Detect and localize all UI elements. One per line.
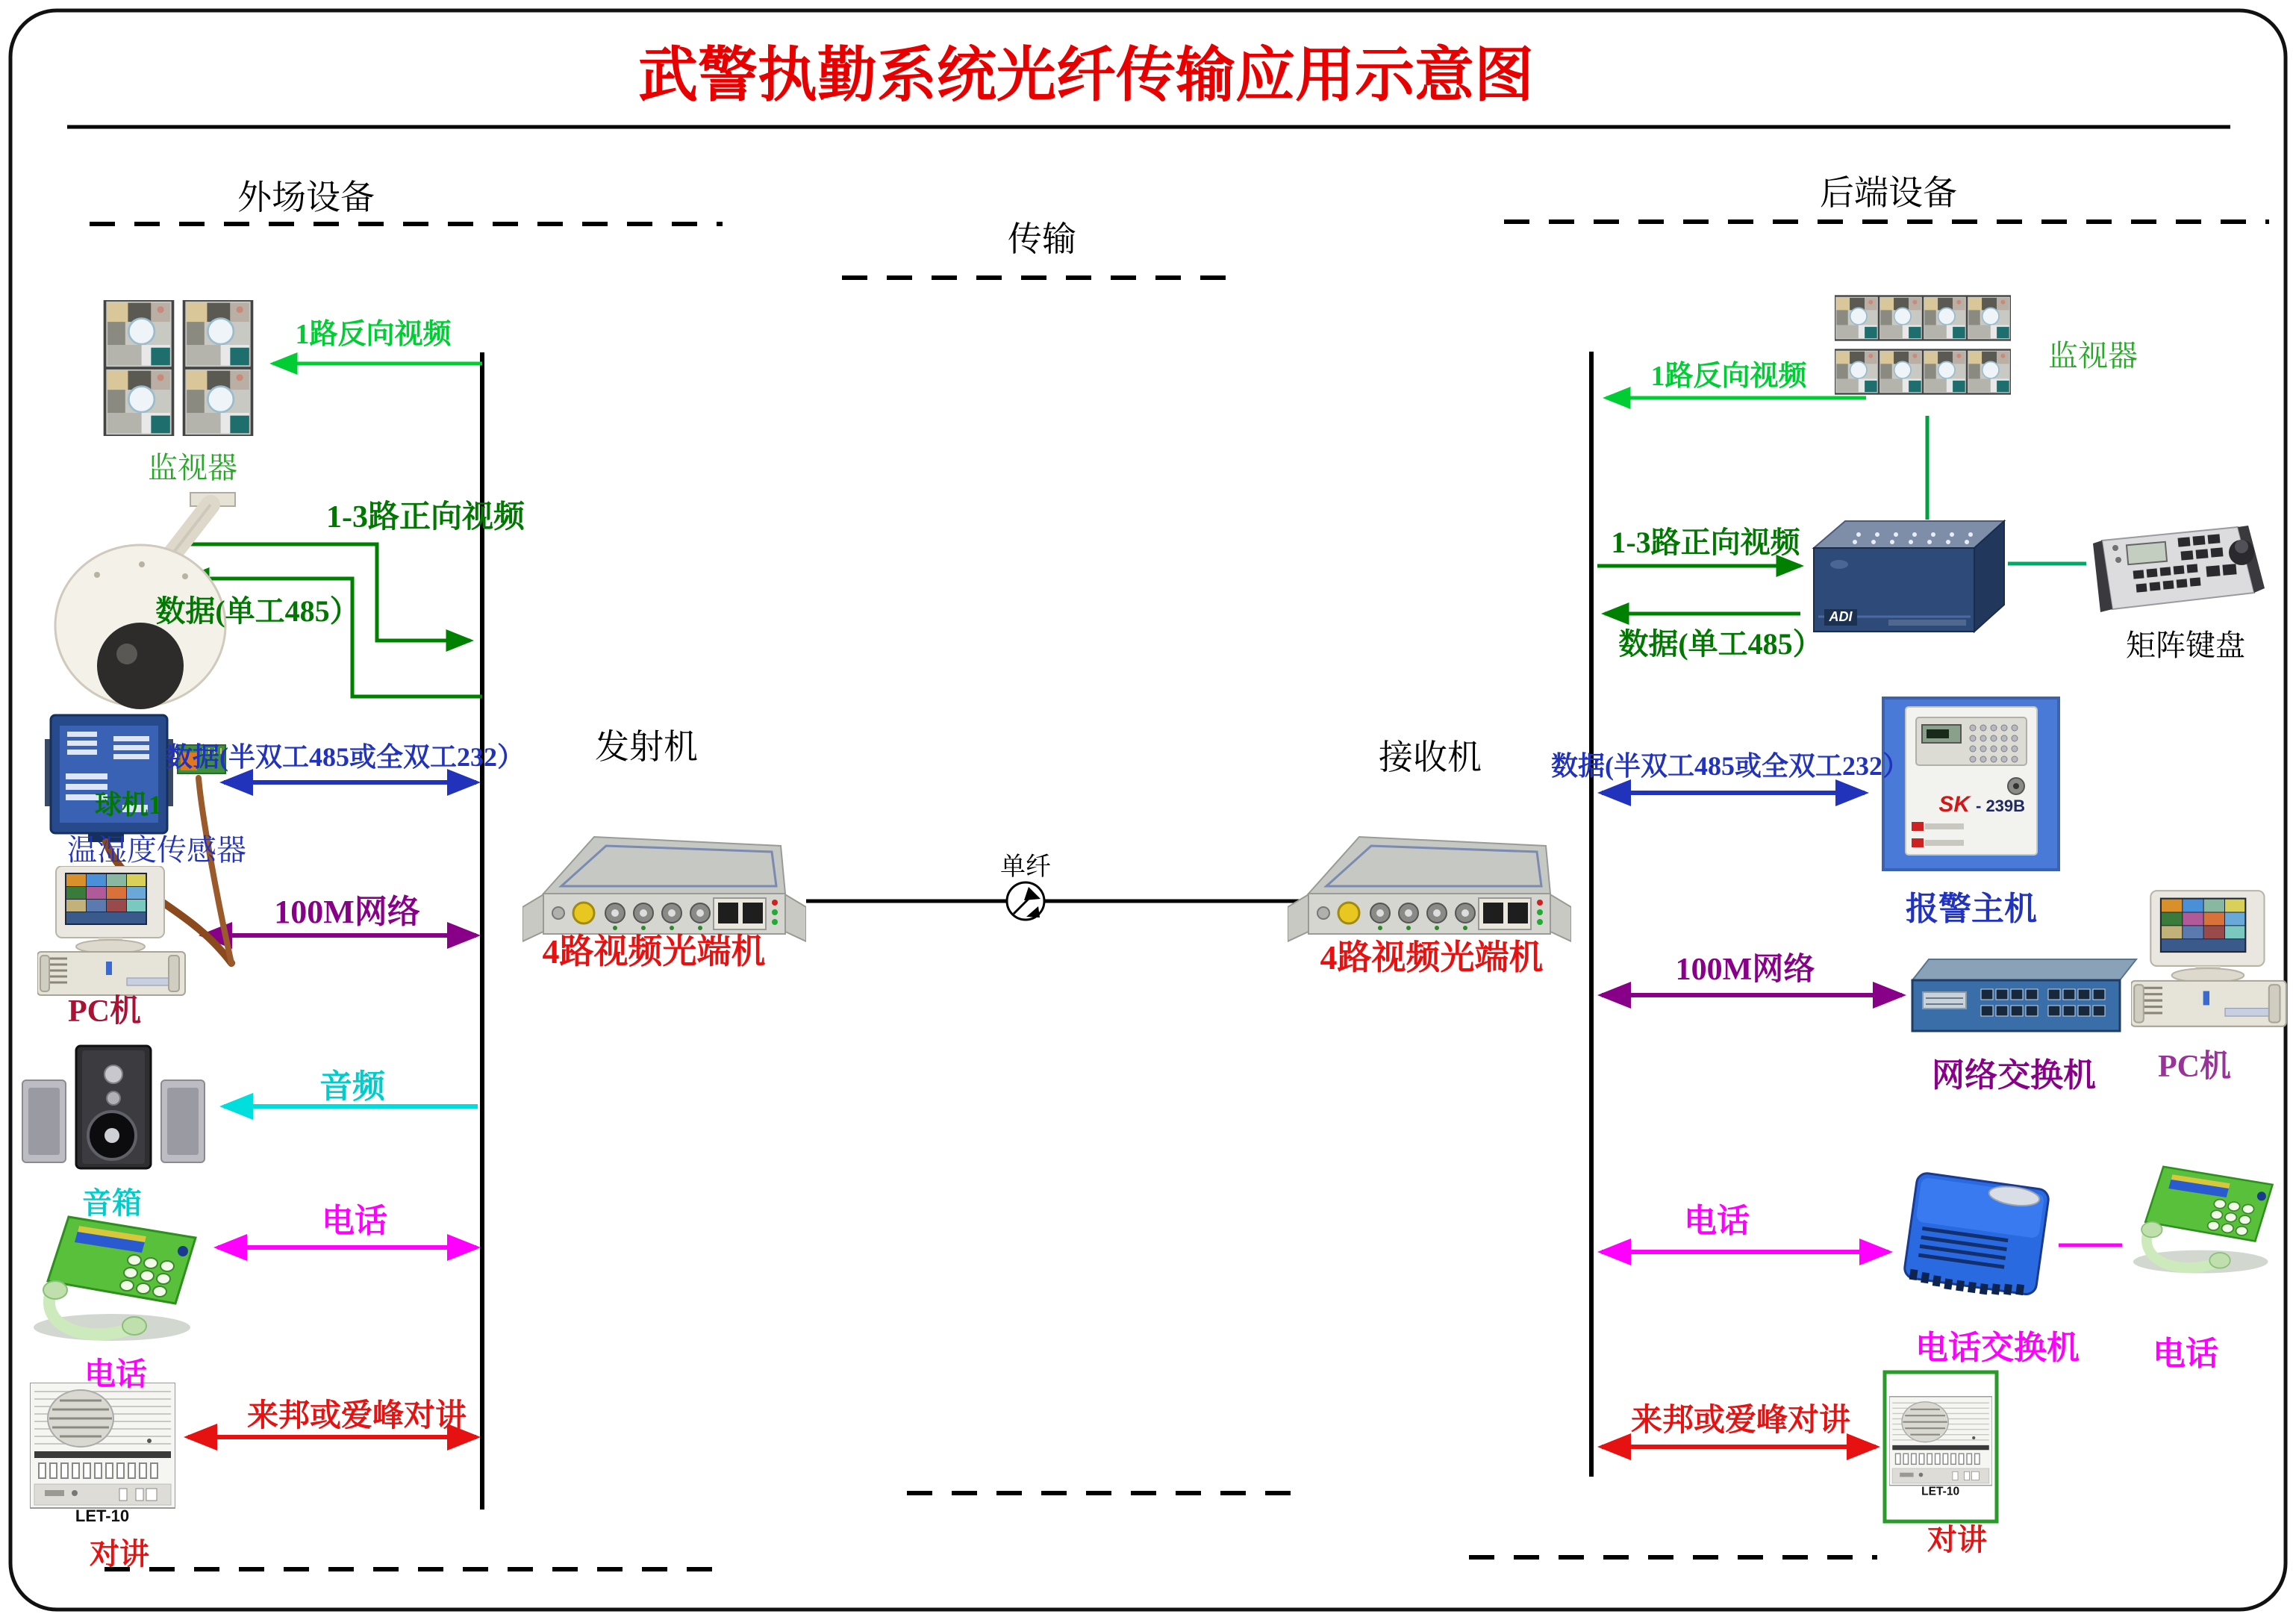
right-reverse-video-label: 1路反向视频 bbox=[1650, 361, 1807, 392]
right-data485-label: 数据(单工485） bbox=[1618, 627, 1823, 661]
single-fiber-coupler-icon bbox=[1007, 882, 1044, 920]
matrix-host-image bbox=[1814, 521, 2004, 632]
right-intercom-link-label: 来邦或爱峰对讲 bbox=[1630, 1404, 1851, 1438]
section-field-devices: 外场设备 bbox=[237, 178, 375, 216]
left-reverse-video-label: 1路反向视频 bbox=[295, 319, 452, 350]
left-intercom-link-label: 来邦或爱峰对讲 bbox=[246, 1399, 467, 1433]
left-quad-monitor-image bbox=[105, 300, 252, 436]
transmitter-label: 发射机 bbox=[595, 728, 698, 766]
matrix-keyboard-image bbox=[2093, 526, 2265, 612]
section-transmission: 传输 bbox=[1008, 220, 1076, 258]
dome-camera-label: 球机1 bbox=[94, 790, 163, 820]
left-data485-label: 数据(单工485） bbox=[155, 594, 360, 628]
network-switch-image bbox=[1912, 959, 2136, 1031]
right-monitor-label: 监视器 bbox=[2048, 339, 2138, 373]
left-forward-video-label: 1-3路正向视频 bbox=[326, 500, 525, 535]
optical-tx-label: 4路视频光端机 bbox=[542, 932, 766, 971]
optical-rx-label: 4路视频光端机 bbox=[1320, 938, 1544, 976]
right-forward-video-label: 1-3路正向视频 bbox=[1611, 526, 1800, 559]
left-phone-link-label: 电话 bbox=[322, 1203, 387, 1239]
right-phone-label: 电话 bbox=[2153, 1336, 2218, 1372]
right-intercom-image bbox=[1885, 1372, 1997, 1521]
left-intercom-image bbox=[30, 1383, 175, 1525]
right-monitor-wall-image bbox=[1835, 296, 2011, 394]
right-phone-image bbox=[2133, 1167, 2273, 1274]
alarm-model-prefix: SK bbox=[1938, 792, 1970, 817]
right-pc-label: PC机 bbox=[2158, 1050, 2231, 1084]
transmitter-image bbox=[522, 837, 806, 941]
left-intercom-label: 对讲 bbox=[90, 1537, 149, 1571]
right-phone-link-label: 电话 bbox=[1684, 1203, 1750, 1239]
right-data-duplex-label: 数据(半双工485或全双工232） bbox=[1551, 751, 1909, 781]
alarm-host-label: 报警主机 bbox=[1906, 891, 2037, 927]
phone-exchange-label: 电话交换机 bbox=[1915, 1330, 2080, 1366]
left-phone-image bbox=[34, 1217, 196, 1341]
page-title: 武警执勤系统光纤传输应用示意图 bbox=[638, 43, 1534, 109]
section-backend-devices: 后端设备 bbox=[1820, 174, 1957, 212]
right-pc-image bbox=[2131, 891, 2286, 1026]
receiver-image bbox=[1288, 837, 1571, 941]
left-pc-label: PC机 bbox=[68, 994, 141, 1029]
matrix-brand-text: ADI bbox=[1829, 609, 1853, 624]
left-monitor-label: 监视器 bbox=[148, 451, 237, 485]
alarm-model-suffix: - 239B bbox=[1976, 797, 2026, 815]
speakers-image bbox=[22, 1046, 205, 1168]
left-phone-label: 电话 bbox=[84, 1358, 148, 1392]
alarm-host-image bbox=[1883, 698, 2059, 870]
right-intercom-label: 对讲 bbox=[1927, 1523, 1987, 1557]
left-data-duplex-label: 数据(半双工485或全双工232） bbox=[166, 742, 524, 772]
speaker-label: 音箱 bbox=[82, 1186, 142, 1220]
network-switch-label: 网络交换机 bbox=[1932, 1057, 2096, 1094]
right-network-label: 100M网络 bbox=[1675, 953, 1815, 987]
sensor-label: 温湿度传感器 bbox=[67, 833, 246, 867]
left-network-label: 100M网络 bbox=[274, 894, 420, 930]
single-fiber-label: 单纤 bbox=[1000, 853, 1051, 881]
left-pc-image bbox=[37, 866, 185, 995]
phone-exchange-image bbox=[1903, 1172, 2050, 1301]
receiver-label: 接收机 bbox=[1379, 738, 1482, 776]
matrix-keyboard-label: 矩阵键盘 bbox=[2126, 629, 2245, 662]
left-audio-label: 音频 bbox=[319, 1068, 385, 1105]
